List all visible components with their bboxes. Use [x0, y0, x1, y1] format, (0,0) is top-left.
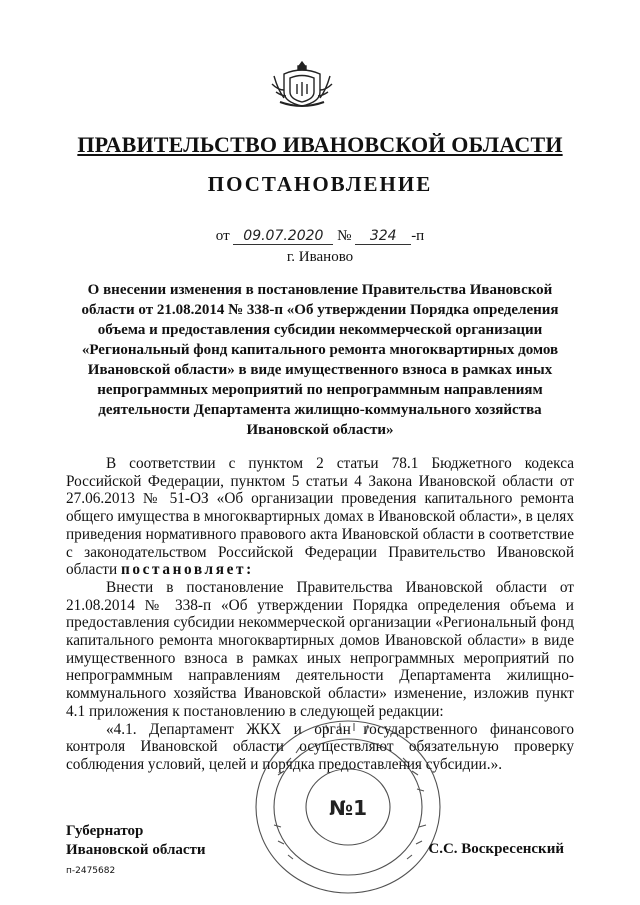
- body-paragraph: «4.1. Департамент ЖКХ и орган государственного финансового контроля Ивановской области осуществляют обязательную проверку соблюдения условий, целей и порядка предоставления субсидии.».: [66, 720, 574, 773]
- body-paragraph: В соответствии с пунктом 2 статьи 78.1 Бюджетного кодекса Российской Федерации, пунктом 5 статьи 4 Закона Ивановской области от 27.06.2013 № 51-ОЗ «Об организации проведения капитального ремонта общего имущества в многоквартирных домах в Ивановской области», в целях приведения нормативного правового акта Ивановской области в соответствие с законодательством Российской Федерации Правительство Ивановской области постановляет:: [66, 455, 574, 579]
- handwritten-number: 324: [355, 229, 411, 245]
- handwritten-date: 09.07.2020: [233, 229, 333, 245]
- document-type-title: ПОСТАНОВЛЕНИЕ: [207, 172, 433, 196]
- position-line: Ивановской области: [66, 842, 206, 858]
- document-registration-id: п-2475682: [66, 866, 116, 876]
- signatory-name: С.С. Воскресенский: [428, 841, 564, 857]
- date-prefix: от: [215, 228, 230, 244]
- signatory-position: [66, 822, 206, 860]
- number-suffix: -п: [411, 228, 425, 244]
- date-number-line: [60, 228, 580, 245]
- resolves-word: постановляет:: [120, 561, 254, 579]
- document-subject: О внесении изменения в постановление Правительства Ивановской области от 21.08.2014 № 338-п «Об утверждении Порядка определения объема и предоставления субсидии некоммерческой организации «Региональный фонд капитального ремонта многоквартирных домов Ивановской области» в виде имущественного взноса в рамках иных непрограммных мероприятий по непрограммным направлениям деятельности Департамента жилищно-коммунального хозяйства Ивановской области»: [81, 282, 559, 438]
- official-seal-stamp: [248, 715, 448, 900]
- organization-title: ПРАВИТЕЛЬСТВО ИВАНОВСКОЙ ОБЛАСТИ: [77, 132, 563, 157]
- body-paragraph: Внести в постановление Правительства Ивановской области от 21.08.2014 № 338-п «Об утверждении Порядка определения объема и предоставления субсидии некоммерческой организации «Региональный фонд капитального ремонта многоквартирных домов Ивановской области» в виде имущественного взноса в рамках иных непрограммных мероприятий по непрограммным направлениям деятельности Департамента жилищно-коммунального хозяйства Ивановской области» изменение, изложив пункт 4.1 приложения к постановлению в следующей редакции:: [66, 578, 574, 720]
- position-line: Губернатор: [66, 823, 144, 839]
- number-sign: №: [337, 228, 352, 244]
- seal-number: №1: [329, 796, 367, 820]
- city-name: г. Иваново: [286, 249, 354, 265]
- coat-of-arms-emblem: [270, 58, 334, 110]
